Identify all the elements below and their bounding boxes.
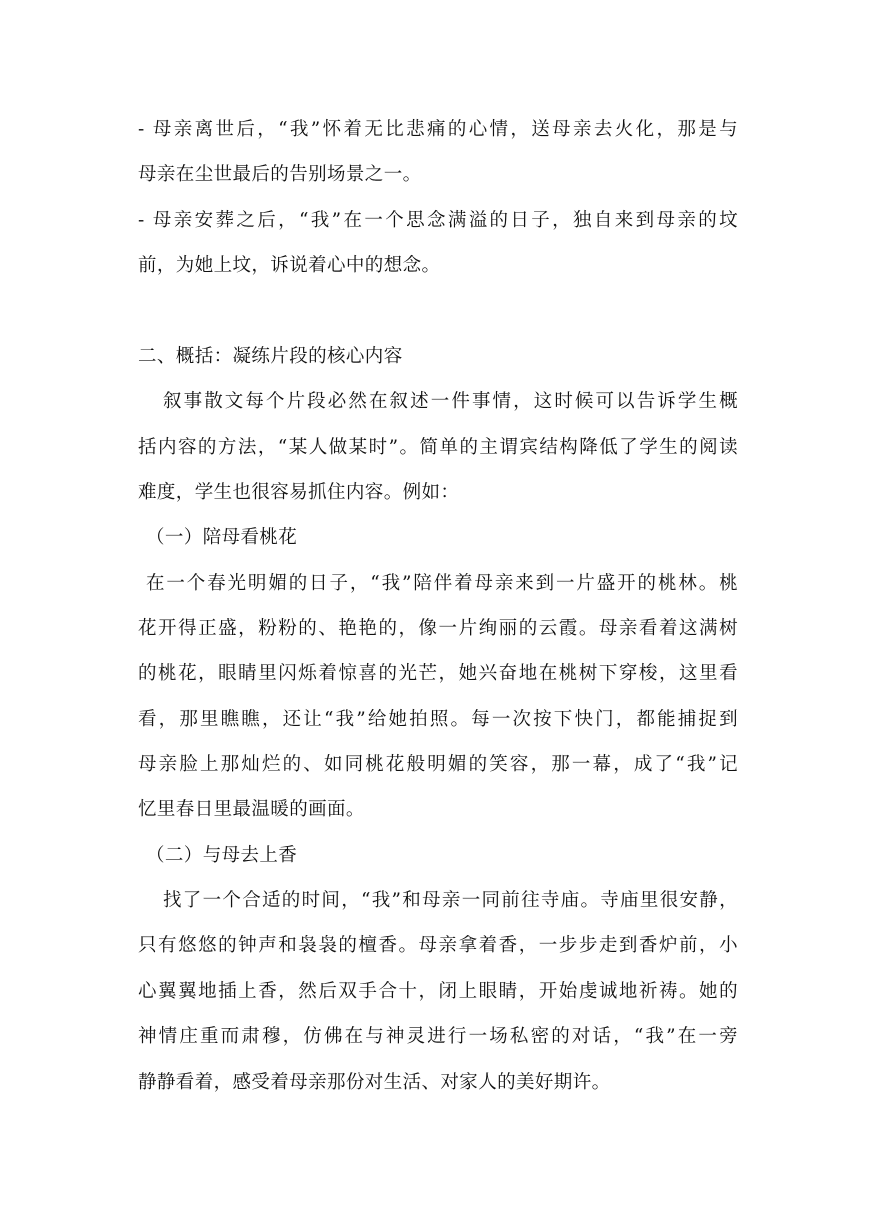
section-heading: 二、概括：凝练片段的核心内容	[138, 346, 403, 367]
text-line: 的桃花，眼睛里闪烁着惊喜的光芒，她兴奋地在桃树下穿梭，这里看	[138, 663, 738, 684]
text-line: 找了一个合适的时间，“我”和母亲一同前往寺庙。寺庙里很安静，	[163, 890, 738, 911]
text-line: 在一个春光明媚的日子，“我”陪伴着母亲来到一片盛开的桃林。桃	[146, 573, 738, 594]
text-line: 只有悠悠的钟声和袅袅的檀香。母亲拿着香，一步步走到香炉前，小	[138, 935, 738, 956]
text-line: 叙事散文每个片段必然在叙述一件事情，这时候可以告诉学生概	[163, 391, 738, 412]
text-line: 看，那里瞧瞧，还让“我”给她拍照。每一次按下快门，都能捕捉到	[138, 709, 738, 730]
text-line: 前，为她上坟，诉说着心中的想念。	[138, 255, 441, 276]
text-line: 神情庄重而肃穆，仿佛在与神灵进行一场私密的对话，“我”在一旁	[138, 1026, 738, 1047]
subsection-heading: （一）陪母看桃花	[146, 527, 298, 548]
text-line: 心翼翼地插上香，然后双手合十，闭上眼睛，开始虔诚地祈祷。她的	[138, 981, 738, 1002]
text-line: 难度，学生也很容易抓住内容。例如：	[138, 482, 460, 503]
text-line: 静静看着，感受着母亲那份对生活、对家人的美好期许。	[138, 1072, 611, 1093]
subsection-heading: （二）与母去上香	[146, 845, 298, 866]
text-line: - 母亲离世后，“我”怀着无比悲痛的心情，送母亲去火化，那是与	[138, 119, 738, 140]
text-line: 括内容的方法，“某人做某时”。简单的主谓宾结构降低了学生的阅读	[138, 437, 738, 458]
text-line: 忆里春日里最温暖的画面。	[138, 799, 365, 820]
text-line: 花开得正盛，粉粉的、艳艳的，像一片绚丽的云霞。母亲看着这满树	[138, 618, 738, 639]
text-line: 母亲在尘世最后的告别场景之一。	[138, 164, 422, 185]
text-line: 母亲脸上那灿烂的、如同桃花般明媚的笑容，那一幕，成了“我”记	[138, 754, 738, 775]
text-line: - 母亲安葬之后，“我”在一个思念满溢的日子，独自来到母亲的坟	[138, 210, 738, 231]
